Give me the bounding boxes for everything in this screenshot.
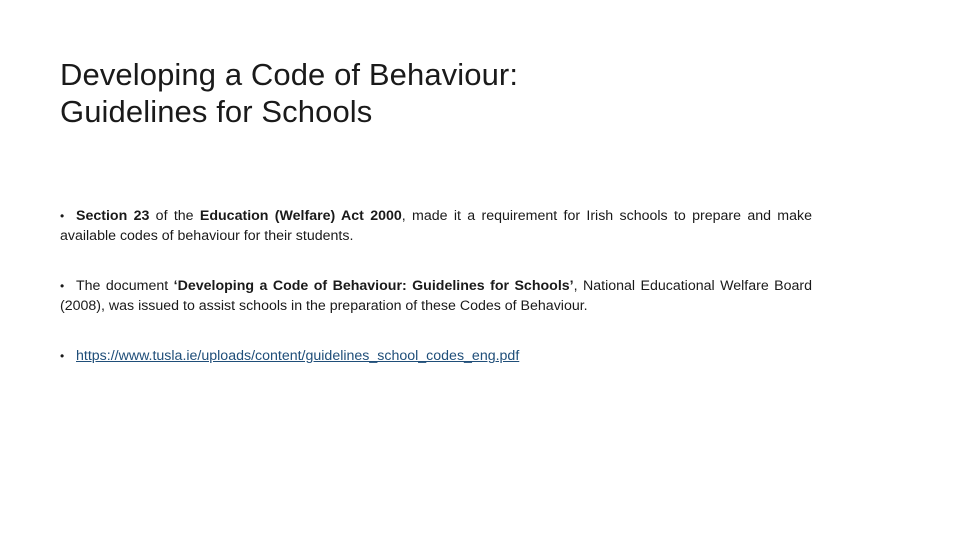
title-line-1: Developing a Code of Behaviour:	[60, 57, 519, 92]
paragraph-text: , made it a requirement for Irish schools to prepare and make available codes of behaviour for their students.	[60, 208, 813, 244]
document-title: ‘Developing a Code of Behaviour: Guidelines for Schools’	[173, 278, 574, 294]
title-line-2: Guidelines for Schools	[60, 94, 373, 129]
bullet-icon: •	[60, 349, 65, 363]
intro-text: The document	[76, 278, 174, 294]
slide-title	[60, 56, 900, 130]
bullet-paragraph-document	[60, 276, 812, 316]
paragraph-text: , National Educational Welfare Board (2008), was issued to assist schools in the preparation of these Codes of Behaviour.	[60, 278, 813, 314]
guidelines-pdf-link[interactable]: https://www.tusla.ie/uploads/content/guidelines_school_codes_eng.pdf	[76, 348, 520, 364]
slide-body	[60, 206, 812, 366]
bullet-paragraph-act	[60, 206, 812, 246]
act-name: Education (Welfare) Act 2000	[199, 208, 402, 224]
connector-text: of the	[149, 208, 200, 224]
section-number: Section 23	[76, 208, 150, 224]
bullet-icon: •	[60, 209, 65, 223]
bullet-icon: •	[60, 279, 65, 293]
bullet-paragraph-link	[60, 346, 812, 366]
